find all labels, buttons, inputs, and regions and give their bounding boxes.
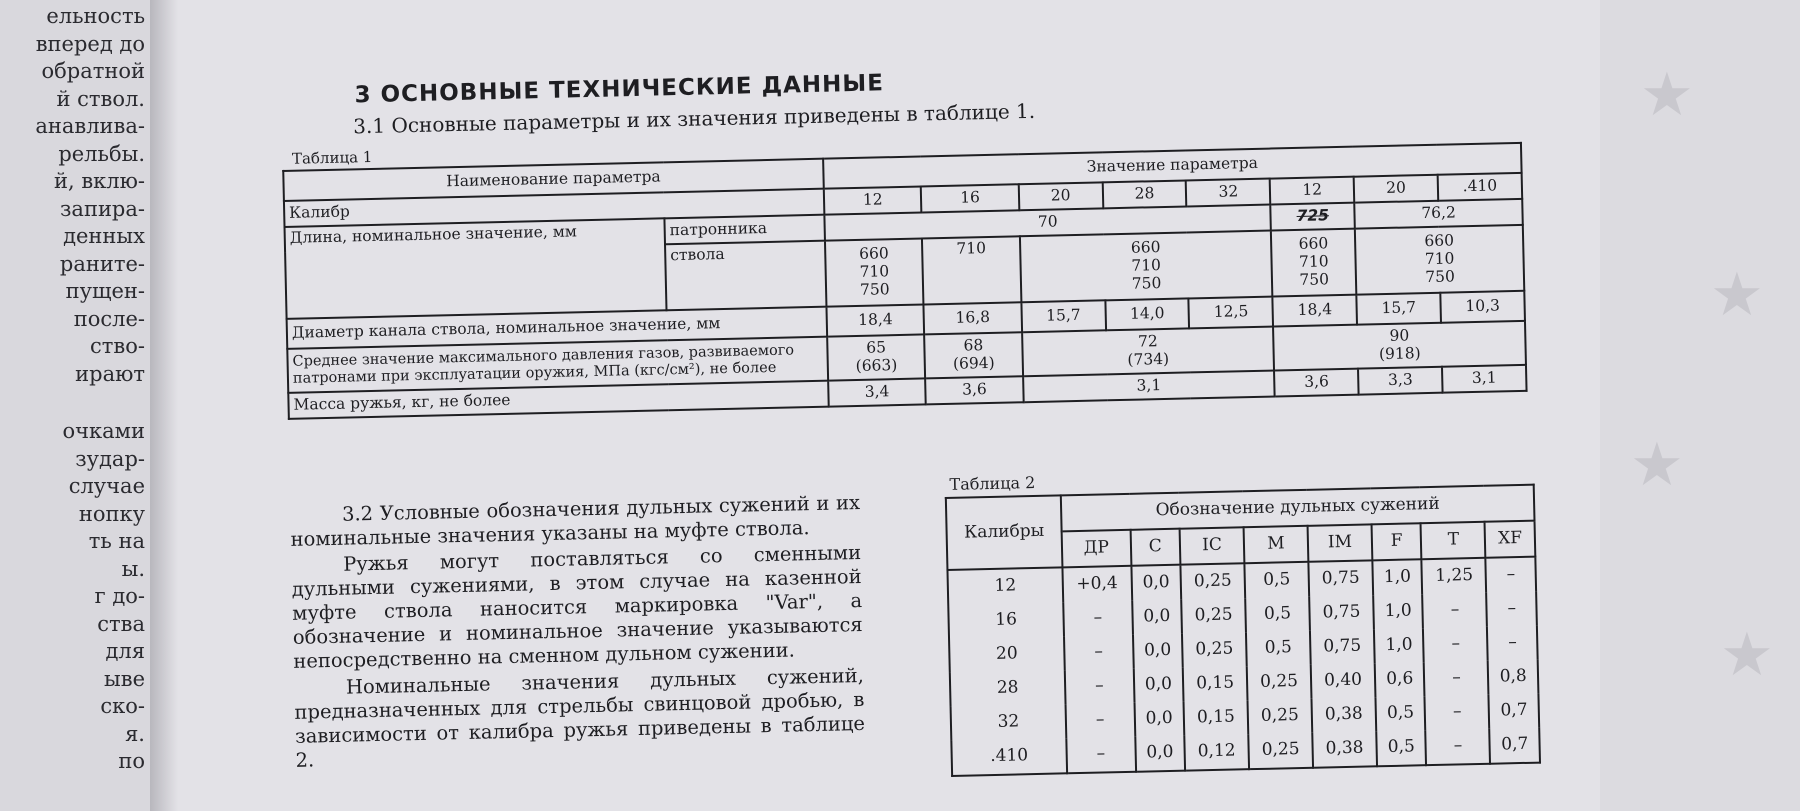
left-page-line: обратной bbox=[41, 59, 145, 83]
star-pattern-icon: ★ bbox=[1720, 620, 1774, 690]
mass-value: 3,6 bbox=[925, 376, 1023, 404]
paragraph-3-2: 3.2 Условные обозначения дульных сужений и их номинальные значения указаны на муфте ствола. bbox=[290, 490, 861, 551]
chamber-label: патронника bbox=[664, 215, 825, 245]
choke-value: 0,0 bbox=[1134, 702, 1184, 737]
caliber-cell: 28 bbox=[950, 670, 1066, 707]
pressure-value: 90 (918) bbox=[1273, 321, 1526, 371]
caliber-cell: 32 bbox=[1186, 179, 1270, 207]
param-header: Наименование параметра bbox=[283, 159, 824, 201]
mass-label: Масса ружья, кг, не более bbox=[288, 381, 828, 419]
choke-value: 1,0 bbox=[1374, 628, 1424, 663]
choke-column-header: T bbox=[1421, 522, 1486, 559]
paragraph-interchangeable: Ружья могут поставляться со сменными дульными сужениями, в этом случае на казенной муфте ствола наносится маркировка "Var", а обозначение и номинальное значение указываются непосредственно на сменном дульном сужении. bbox=[291, 540, 863, 673]
left-page-line: рельбы. bbox=[58, 141, 145, 166]
choke-value: 0,25 bbox=[1248, 733, 1313, 769]
left-page-line: ранитe- bbox=[59, 251, 145, 276]
choke-value: 0,75 bbox=[1310, 629, 1375, 664]
choke-value: 0,40 bbox=[1311, 663, 1376, 698]
mass-value: 3,4 bbox=[828, 378, 926, 406]
barrel-label: ствола bbox=[665, 241, 826, 311]
section-intro: 3.1 Основные параметры и их значения приведены в таблице 1. bbox=[352, 98, 1036, 139]
choke-column-header: ДР bbox=[1062, 530, 1131, 568]
choke-value: 0,15 bbox=[1184, 700, 1249, 735]
choke-value: – bbox=[1424, 661, 1489, 696]
left-page-fragment bbox=[0, 0, 175, 811]
choke-value: 0,5 bbox=[1244, 562, 1309, 598]
choke-value: 0,25 bbox=[1180, 563, 1245, 599]
mass-value: 3,3 bbox=[1358, 367, 1442, 395]
bore-label: Диаметр канала ствола, номинальное значение, мм bbox=[287, 307, 828, 349]
choke-value: – bbox=[1066, 737, 1135, 774]
choke-column-header: XF bbox=[1485, 521, 1535, 558]
choke-value: 0,12 bbox=[1184, 734, 1249, 770]
value-header: Значение параметра bbox=[823, 143, 1522, 189]
left-page-line: я. bbox=[125, 721, 145, 746]
choke-value: 0,25 bbox=[1182, 632, 1247, 667]
caliber-cell: 16 bbox=[921, 184, 1019, 212]
choke-value: 0,75 bbox=[1309, 595, 1374, 630]
section-heading: 3 ОСНОВНЫЕ ТЕХНИЧЕСКИЕ ДАННЫЕ bbox=[354, 70, 885, 109]
left-page-line: ть на bbox=[88, 529, 145, 553]
left-page-line: случае bbox=[68, 474, 145, 498]
caliber-cell: 20 bbox=[1018, 182, 1102, 210]
choke-group-header: Обозначение дульных сужений bbox=[1061, 485, 1535, 532]
choke-value: 1,0 bbox=[1373, 594, 1423, 629]
choke-value: 0,7 bbox=[1489, 694, 1539, 729]
choke-value: – bbox=[1486, 557, 1536, 593]
table1-caption: Таблица 1 bbox=[291, 147, 373, 168]
mass-value: 3,6 bbox=[1274, 369, 1358, 397]
table2-caption: Таблица 2 bbox=[949, 472, 1036, 494]
choke-value: – bbox=[1425, 695, 1490, 730]
caliber-cell: 12 bbox=[824, 186, 922, 214]
left-page-line: анавлива- bbox=[35, 114, 145, 138]
choke-value: 0,5 bbox=[1245, 597, 1310, 632]
choke-value: 0,38 bbox=[1311, 697, 1376, 732]
choke-value: 0,0 bbox=[1133, 668, 1183, 703]
choke-value: 0,5 bbox=[1376, 730, 1426, 766]
background-cloth bbox=[1600, 0, 1800, 811]
choke-value: 0,0 bbox=[1135, 736, 1185, 772]
barrel-value: 710 bbox=[922, 236, 1021, 304]
choke-value: 1,0 bbox=[1372, 559, 1422, 595]
left-page-line: вперед до bbox=[35, 31, 145, 56]
left-page-line: запира- bbox=[59, 196, 145, 221]
bore-value: 12,5 bbox=[1189, 297, 1274, 329]
handwritten-correction: 725 bbox=[1271, 203, 1355, 231]
choke-value: 0,7 bbox=[1490, 728, 1540, 764]
choke-value: 0,25 bbox=[1181, 598, 1246, 633]
pressure-value: 65 (663) bbox=[827, 334, 925, 380]
choke-value: 0,6 bbox=[1375, 662, 1425, 697]
bore-value: 15,7 bbox=[1357, 293, 1442, 325]
book-gutter bbox=[150, 0, 180, 811]
caliber-cell: .410 bbox=[951, 738, 1067, 776]
choke-column-header: С bbox=[1130, 529, 1180, 566]
left-page-line: после- bbox=[73, 306, 145, 331]
choke-value: 1,25 bbox=[1422, 558, 1487, 594]
pressure-value: 72 (734) bbox=[1022, 327, 1275, 377]
chamber-value: 70 bbox=[824, 205, 1271, 241]
barrel-value: 660 710 750 bbox=[825, 238, 924, 306]
choke-value: – bbox=[1487, 626, 1537, 661]
mass-value: 3,1 bbox=[1023, 371, 1275, 403]
left-page-line: ы. bbox=[121, 556, 145, 581]
choke-column-header: M bbox=[1244, 526, 1309, 563]
choke-value: 0,0 bbox=[1131, 565, 1181, 601]
choke-column-header: F bbox=[1372, 523, 1422, 560]
bore-value: 18,4 bbox=[826, 304, 924, 336]
caliber-cell: 20 bbox=[1354, 175, 1438, 203]
bore-value: 18,4 bbox=[1273, 295, 1358, 327]
left-page-line: денных bbox=[63, 224, 145, 248]
choke-value: 0,25 bbox=[1247, 665, 1312, 700]
caliber-label: Калибр bbox=[284, 189, 824, 227]
choke-value: – bbox=[1423, 593, 1488, 628]
left-page-line: ско- bbox=[100, 694, 145, 718]
bore-value: 14,0 bbox=[1105, 298, 1190, 330]
left-page-line: пущен- bbox=[65, 279, 145, 303]
choke-value: 0,38 bbox=[1312, 731, 1377, 767]
bore-value: 10,3 bbox=[1440, 291, 1525, 323]
pressure-label: Среднее значение максимального давления газов, развиваемого патронами при эксплуатации оружия, МПа (кгс/см²), не более bbox=[287, 337, 828, 393]
choke-value: – bbox=[1065, 669, 1134, 705]
left-page-line: зудар- bbox=[75, 446, 145, 471]
length-label: Длина, номинальное значение, мм bbox=[285, 218, 667, 319]
choke-column-header: IC bbox=[1180, 527, 1245, 564]
left-page-line: ство- bbox=[90, 334, 145, 358]
mass-value: 3,1 bbox=[1442, 365, 1527, 393]
barrel-value: 660 710 750 bbox=[1020, 231, 1273, 303]
choke-value: – bbox=[1487, 592, 1537, 627]
left-page-line: ыве bbox=[104, 666, 145, 691]
left-page-line: нопку bbox=[78, 501, 145, 526]
choke-table bbox=[945, 484, 1541, 777]
left-page-line: ирают bbox=[75, 361, 145, 386]
left-page-line: очками bbox=[62, 419, 145, 443]
bore-value: 15,7 bbox=[1021, 300, 1106, 332]
choke-value: – bbox=[1064, 635, 1133, 671]
parameters-table bbox=[282, 142, 1527, 420]
left-page-line: й, вклю- bbox=[53, 169, 145, 193]
choke-value: – bbox=[1063, 601, 1132, 637]
choke-column-header: IM bbox=[1308, 524, 1373, 561]
choke-value: 0,5 bbox=[1246, 631, 1311, 666]
left-page-line: ельность bbox=[46, 4, 145, 28]
barrel-value: 660 710 750 bbox=[1355, 225, 1524, 295]
choke-value: +0,4 bbox=[1062, 566, 1131, 603]
caliber-cell: .410 bbox=[1438, 173, 1523, 201]
left-page-line: ства bbox=[97, 611, 145, 636]
bore-value: 16,8 bbox=[924, 302, 1022, 334]
left-page-line: по bbox=[118, 749, 145, 773]
paragraph-lead-shot: Номинальные значения дульных сужений, предназначенных для стрельбы свинцовой дробью, в зависимости от калибра ружья приведены в таблице 2. bbox=[294, 663, 866, 772]
left-page-line: г до- bbox=[94, 584, 145, 608]
star-pattern-icon: ★ bbox=[1640, 60, 1694, 130]
caliber-cell: 12 bbox=[947, 567, 1063, 605]
caliber-cell: 20 bbox=[949, 636, 1065, 673]
choke-value: 0,0 bbox=[1133, 634, 1183, 669]
barrel-value: 660 710 750 bbox=[1271, 229, 1356, 297]
caliber-cell: 32 bbox=[951, 704, 1067, 741]
calibers-header: Калибры bbox=[946, 495, 1063, 570]
choke-value: – bbox=[1066, 703, 1135, 739]
caliber-cell: 28 bbox=[1102, 180, 1186, 208]
choke-value: – bbox=[1423, 627, 1488, 662]
caliber-cell: 12 bbox=[1270, 177, 1354, 205]
caliber-cell: 16 bbox=[948, 602, 1064, 639]
pressure-value: 68 (694) bbox=[924, 332, 1022, 378]
page-content bbox=[280, 44, 1546, 792]
choke-value: 0,25 bbox=[1248, 699, 1313, 734]
star-pattern-icon: ★ bbox=[1630, 430, 1684, 500]
chamber-value: 76,2 bbox=[1354, 199, 1522, 229]
left-page-line: для bbox=[105, 639, 145, 663]
choke-value: 0,0 bbox=[1132, 600, 1182, 635]
choke-value: 0,5 bbox=[1375, 696, 1425, 731]
choke-value: 0,8 bbox=[1488, 660, 1538, 695]
star-pattern-icon: ★ bbox=[1710, 260, 1764, 330]
choke-value: – bbox=[1426, 729, 1491, 765]
choke-value: 0,15 bbox=[1183, 666, 1248, 701]
left-page-line: й ствол. bbox=[56, 86, 145, 111]
choke-value: 0,75 bbox=[1308, 560, 1373, 596]
